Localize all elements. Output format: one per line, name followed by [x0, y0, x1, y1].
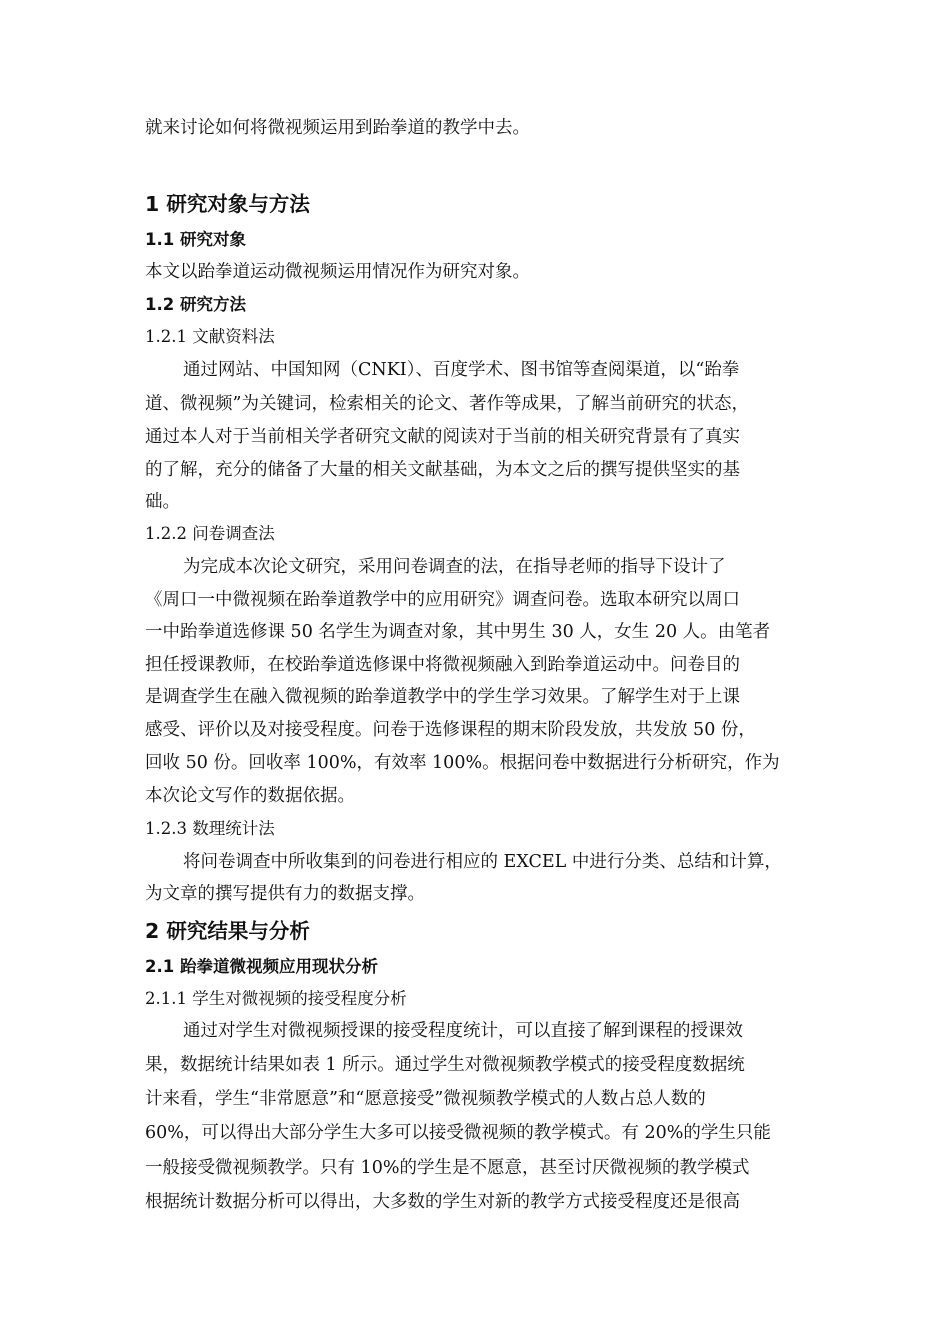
section-1-2-3-heading: 1.2.3 数理统计法 [145, 819, 275, 838]
section-2-heading: 2 研究结果与分析 [145, 919, 310, 943]
paragraph-line: 《周口一中微视频在跆拳道教学中的应用研究》调查问卷。选取本研究以周口 [145, 590, 740, 610]
paragraph-line: 60%，可以得出大部分学生大多可以接受微视频的教学模式。有 20%的学生只能 [145, 1123, 771, 1143]
paragraph-line: 通过网站、中国知网（CNKI）、百度学术、图书馆等查阅渠道，以“跆拳 [183, 360, 740, 380]
section-1-heading: 1 研究对象与方法 [145, 192, 310, 216]
paragraph-line: 为文章的撰写提供有力的数据支撑。 [145, 884, 425, 904]
paragraph-line: 础。 [145, 492, 180, 512]
paragraph-line: 道、微视频”为关键词，检索相关的论文、著作等成果，了解当前研究的状态， [145, 394, 749, 414]
section-1-2-2-heading: 1.2.2 问卷调查法 [145, 524, 275, 543]
paragraph-line: 回收 50 份。回收率 100%，有效率 100%。根据问卷中数据进行分析研究，作为 [145, 753, 780, 773]
paragraph-line: 将问卷调查中所收集到的问卷进行相应的 EXCEL 中进行分类、总结和计算， [183, 852, 782, 872]
paragraph-line: 担任授课教师，在校跆拳道选修课中将微视频融入到跆拳道运动中。问卷目的 [145, 655, 740, 675]
paragraph-line: 一中跆拳道选修课 50 名学生为调查对象，其中男生 30 人，女生 20 人。由笔者 [145, 622, 771, 642]
paragraph-line: 一般接受微视频教学。只有 10%的学生是不愿意，甚至讨厌微视频的教学模式 [145, 1158, 750, 1178]
paragraph-line: 通过对学生对微视频授课的接受程度统计，可以直接了解到课程的授课效 [183, 1021, 743, 1041]
section-1-2-heading: 1.2 研究方法 [145, 295, 246, 314]
paragraph-line: 为完成本次论文研究，采用问卷调查的法，在指导老师的指导下设计了 [183, 557, 726, 577]
paragraph-line: 是调查学生在融入微视频的跆拳道教学中的学生学习效果。了解学生对于上课 [145, 687, 740, 707]
paragraph-line: 感受、评价以及对接受程度。问卷于选修课程的期末阶段发放，共发放 50 份， [145, 720, 756, 740]
section-1-1-text: 本文以跆拳道运动微视频运用情况作为研究对象。 [145, 262, 530, 282]
paragraph-line: 通过本人对于当前相关学者研究文献的阅读对于当前的相关研究背景有了真实 [145, 427, 740, 447]
paragraph-line: 本次论文写作的数据依据。 [145, 786, 355, 806]
paragraph-line: 计来看，学生“非常愿意”和“愿意接受”微视频教学模式的人数占总人数的 [145, 1089, 706, 1109]
section-1-2-1-heading: 1.2.1 文献资料法 [145, 327, 275, 346]
paragraph-line: 根据统计数据分析可以得出，大多数的学生对新的教学方式接受程度还是很高 [145, 1192, 740, 1212]
paragraph-line: 果，数据统计结果如表 1 所示。通过学生对微视频教学模式的接受程度数据统 [145, 1055, 745, 1075]
section-2-1-heading: 2.1 跆拳道微视频应用现状分析 [145, 957, 378, 976]
section-2-1-1-heading: 2.1.1 学生对微视频的接受程度分析 [145, 989, 407, 1008]
section-1-1-heading: 1.1 研究对象 [145, 230, 246, 249]
paragraph-line: 的了解，充分的储备了大量的相关文献基础，为本文之后的撰写提供坚实的基 [145, 460, 740, 480]
intro-tail: 就来讨论如何将微视频运用到跆拳道的教学中去。 [145, 118, 530, 138]
